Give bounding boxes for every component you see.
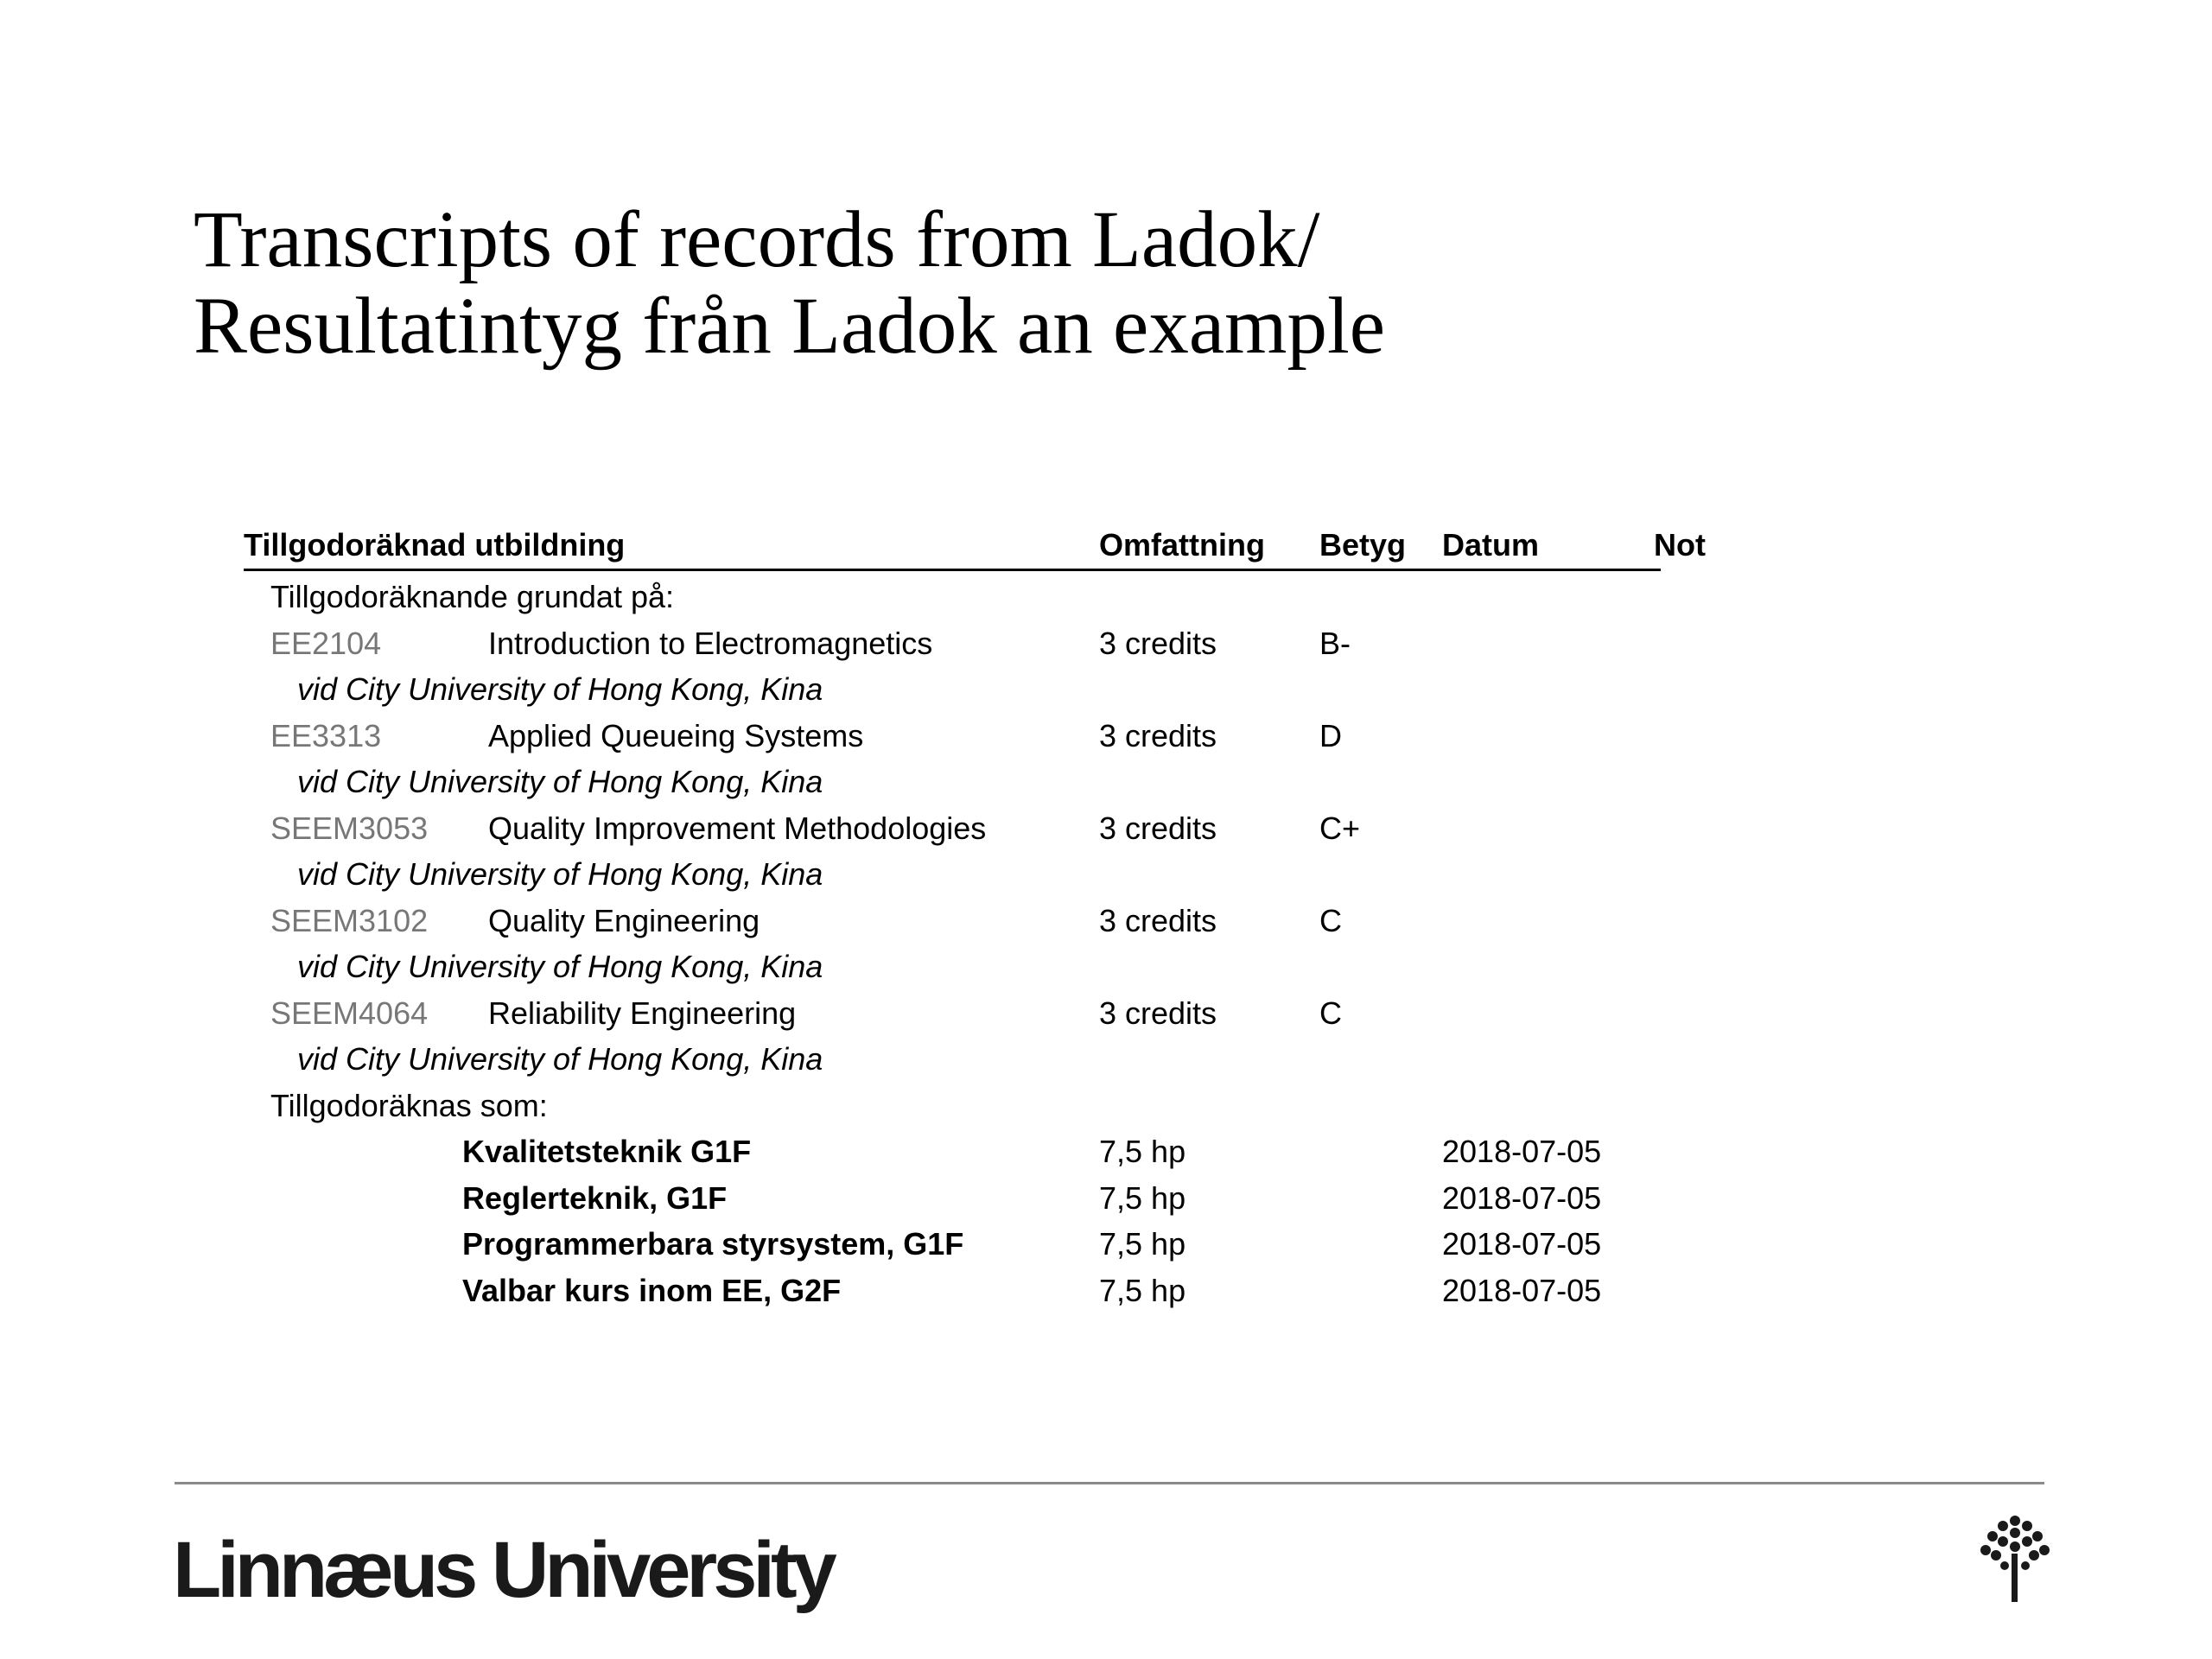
credited-date: 2018-07-05 xyxy=(1442,1272,1602,1308)
university-logo-text: Linnæus University xyxy=(173,1526,833,1614)
course-institution: vid City University of Hong Kong, Kina xyxy=(297,1041,823,1077)
table-row xyxy=(244,898,1764,944)
based-on-label: Tillgodoräknande grundat på: xyxy=(270,579,674,614)
course-name: Reliability Engineering xyxy=(488,995,797,1031)
course-code: EE3313 xyxy=(270,717,382,753)
course-institution: vid City University of Hong Kong, Kina xyxy=(297,671,823,707)
tree-icon xyxy=(1979,1514,2051,1602)
credited-credits: 7,5 hp xyxy=(1099,1226,1186,1262)
table-row xyxy=(244,990,1764,1037)
institution-row xyxy=(244,944,1764,990)
course-grade: B- xyxy=(1319,625,1351,661)
based-on-row xyxy=(244,574,1764,620)
header-utbildning: Tillgodoräknad utbildning xyxy=(244,527,626,563)
header-underline xyxy=(244,569,1661,571)
credited-date: 2018-07-05 xyxy=(1442,1226,1602,1262)
course-name: Introduction to Electromagnetics xyxy=(488,625,933,661)
title-line-2: Resultatintyg från Ladok an example xyxy=(194,282,1386,371)
course-grade: C+ xyxy=(1319,810,1361,846)
course-name: Quality Engineering xyxy=(488,902,760,938)
course-credits: 3 credits xyxy=(1099,717,1217,753)
table-row xyxy=(244,713,1764,760)
header-omfattning: Omfattning xyxy=(1099,527,1265,563)
course-institution: vid City University of Hong Kong, Kina xyxy=(297,764,823,799)
header-not: Not xyxy=(1654,527,1706,563)
course-code: EE2104 xyxy=(270,625,382,661)
credited-row xyxy=(244,1221,1764,1268)
credited-credits: 7,5 hp xyxy=(1099,1134,1186,1169)
title-line-1: Transcripts of records from Ladok/ xyxy=(194,195,1320,284)
course-grade: C xyxy=(1319,995,1342,1031)
institution-row xyxy=(244,1036,1764,1083)
credited-as-row xyxy=(244,1083,1764,1129)
course-credits: 3 credits xyxy=(1099,625,1217,661)
course-institution: vid City University of Hong Kong, Kina xyxy=(297,949,823,984)
slide-title xyxy=(194,197,1922,370)
course-name: Quality Improvement Methodologies xyxy=(488,810,987,846)
institution-row xyxy=(244,666,1764,713)
institution-row xyxy=(244,759,1764,805)
credited-date: 2018-07-05 xyxy=(1442,1134,1602,1169)
credited-row xyxy=(244,1128,1764,1175)
credited-course-name: Kvalitetsteknik G1F xyxy=(462,1134,752,1169)
credited-credits: 7,5 hp xyxy=(1099,1179,1186,1216)
table-row xyxy=(244,620,1764,667)
table-row xyxy=(244,805,1764,852)
header-betyg: Betyg xyxy=(1319,527,1407,563)
table-header xyxy=(244,527,1764,570)
course-code: SEEM4064 xyxy=(270,995,429,1031)
credited-row xyxy=(244,1175,1764,1222)
transcript-table xyxy=(244,527,1764,1313)
course-grade: C xyxy=(1319,902,1342,938)
credited-as-label: Tillgodoräknas som: xyxy=(270,1087,548,1123)
course-credits: 3 credits xyxy=(1099,995,1217,1031)
course-code: SEEM3102 xyxy=(270,902,429,938)
credited-course-name: Programmerbara styrsystem, G1F xyxy=(462,1226,964,1262)
credited-course-name: Reglerteknik, G1F xyxy=(462,1179,728,1216)
credited-row xyxy=(244,1268,1764,1314)
institution-row xyxy=(244,851,1764,898)
course-institution: vid City University of Hong Kong, Kina xyxy=(297,856,823,892)
credited-course-name: Valbar kurs inom EE, G2F xyxy=(462,1272,842,1308)
credited-date: 2018-07-05 xyxy=(1442,1179,1602,1216)
course-credits: 3 credits xyxy=(1099,902,1217,938)
course-credits: 3 credits xyxy=(1099,810,1217,846)
credited-credits: 7,5 hp xyxy=(1099,1272,1186,1308)
course-grade: D xyxy=(1319,717,1342,753)
course-code: SEEM3053 xyxy=(270,810,429,846)
table-body xyxy=(244,574,1764,1313)
footer-divider xyxy=(175,1482,2044,1484)
header-datum: Datum xyxy=(1442,527,1540,563)
course-name: Applied Queueing Systems xyxy=(488,717,864,753)
